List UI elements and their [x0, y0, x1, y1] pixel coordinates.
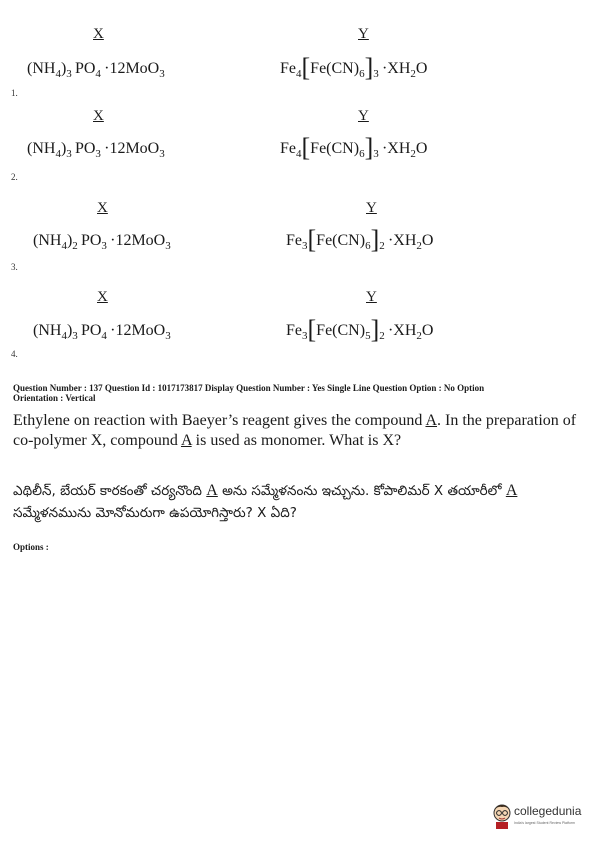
option-4-y-formula: $Fe_3[Fe(CN)_5]_2 \cdot XH_2O$ [286, 315, 434, 344]
question-text-en-1: Ethylene on reaction with Baeyer’s reagent gives the compound [13, 412, 426, 429]
option-2-x-formula: $(NH_4)_3$ $PO_3 \cdot 12MoO_3$ [27, 140, 165, 161]
question-text-te [13, 480, 585, 524]
logo-name: collegedunia [514, 804, 582, 818]
option-3-number: 3. [11, 262, 18, 272]
question-meta-line1: Question Number : 137 Question Id : 1017173817 Display Question Number : Yes Single Line Question Option : No Option [13, 383, 485, 393]
mascot-icon [492, 800, 512, 830]
option-3-x-header: X [97, 200, 108, 216]
option-2-number: 2. [11, 172, 18, 182]
compound-a-ref-2: A [180, 432, 192, 449]
option-2-y-header: Y [358, 108, 369, 124]
option-2-x-header: X [93, 108, 104, 124]
option-3-y-formula: $Fe_3[Fe(CN)_6]_2 \cdot XH_2O$ [286, 225, 434, 254]
option-1-x-formula: $(NH_4)_3$ $PO_4 \cdot 12MoO_3$ [27, 60, 165, 81]
option-4-y-header: Y [366, 289, 377, 305]
question-text-te-1: ఎథిలీన్, బేయర్ కారకంతో చర్యనొంది [13, 483, 207, 499]
question-text-en-3: is used as monomer. What is X? [191, 432, 402, 449]
compound-a-ref-te-2: A [505, 482, 518, 499]
option-3-x-formula: $(NH_4)_2$ $PO_3 \cdot 12MoO_3$ [33, 232, 171, 253]
option-1-y-formula: $Fe_4[Fe(CN)_6]_3 \cdot XH_2O$ [280, 53, 428, 82]
collegedunia-logo [492, 800, 592, 834]
options-label: Options : [13, 542, 49, 552]
question-meta [13, 383, 588, 403]
option-1-y-header: Y [358, 26, 369, 42]
question-text-en-2: . In the preparation of co-polymer X, compound [13, 412, 577, 449]
option-4-number: 4. [11, 349, 18, 359]
question-meta-line2: Orientation : Vertical [13, 393, 96, 403]
logo-tagline: India's largest Student Review Platform [514, 821, 575, 825]
compound-a-ref: A [425, 412, 438, 429]
question-text-te-2: అను సమ్మేళనంను ఇచ్చును. కోపాలిమర్ X తయారీలో [217, 483, 506, 499]
option-3-y-header: Y [366, 200, 377, 216]
option-2-y-formula: $Fe_4[Fe(CN)_6]_3 \cdot XH_2O$ [280, 133, 428, 162]
compound-a-ref-te: A [206, 482, 218, 499]
option-1-number: 1. [11, 88, 18, 98]
option-4-x-header: X [97, 289, 108, 305]
question-text-te-3: సమ్మేళనమును మోనోమరుగా ఉపయోగిస్తారు? X ఏది? [13, 505, 297, 521]
question-text-en [13, 411, 585, 451]
option-1-x-header: X [93, 26, 104, 42]
option-4-x-formula: $(NH_4)_3$ $PO_4 \cdot 12MoO_3$ [33, 322, 171, 343]
